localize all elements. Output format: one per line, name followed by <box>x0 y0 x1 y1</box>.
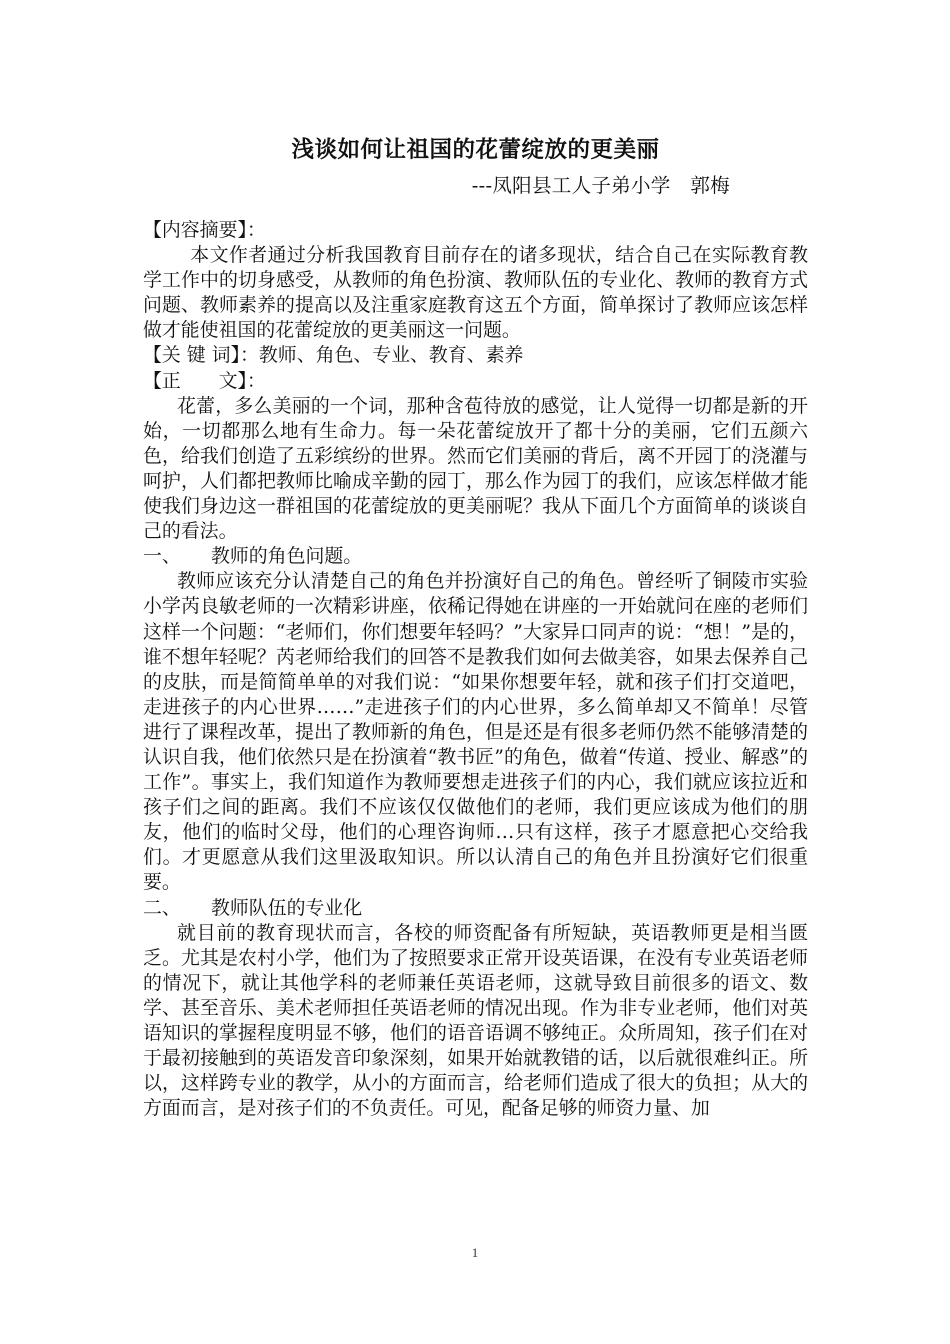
intro-paragraph: 花蕾，多么美丽的一个词，那种含苞待放的感觉，让人觉得一切都是新的开始，一切都那么地有生命力。每一朵花蕾绽放开了都十分的美丽，它们五颜六色，给我们创造了五彩缤纷的世界。然而它们美丽的背后，离不开园丁的浇灌与呵护，人们都把教师比喻成辛勤的园丁，那么作为园丁的我们，应该怎样做才能使我们身边这一群祖国的花蕾绽放的更美丽呢？我从下面几个方面简单的谈谈自己的看法。 <box>143 394 808 543</box>
document-page <box>143 130 808 1121</box>
body-label: 【正 文】： <box>143 369 266 392</box>
keywords-text: 教师、角色、专业、教育、素养 <box>258 344 524 367</box>
section-heading-2 <box>143 896 808 921</box>
section-number-2: 二、 <box>143 896 181 919</box>
keywords-label: 【关 键 词】： <box>143 344 259 367</box>
page-number: 1 <box>471 1245 479 1260</box>
abstract-text: 本文作者通过分析我国教育目前存在的诸多现状，结合自己在实际教育教学工作中的切身感受，从教师的角色扮演、教师队伍的专业化、教师的教育方式问题、教师素养的提高以及注重家庭教育这五个方面，简单探讨了教师应该怎样做才能使祖国的花蕾绽放的更美丽这一问题。 <box>143 244 808 342</box>
document-title: 浅谈如何让祖国的花蕾绽放的更美丽 <box>291 137 660 163</box>
keywords-line <box>143 343 808 368</box>
section-paragraph-1: 教师应该充分认清楚自己的角色并扮演好自己的角色。曾经听了铜陵市实验小学芮良敏老师的一次精彩讲座，依稀记得她在讲座的一开始就问在座的老师们这样一个问题：“老师们，你们想要年轻吗？”大家异口同声的说：“想！”是的，谁不想年轻呢？芮老师给我们的回答不是教我们如何去做美容，如果去保养自己的皮肤，而是简简单单的对我们说：“如果你想要年轻，就和孩子们打交道吧，走进孩子的内心世界……”走进孩子们的内心世界，多么简单却又不简单！尽管进行了课程改革，提出了教师新的角色，但是还是有很多老师仍然不能够清楚的认识自我，他们依然只是在扮演着“教书匠”的角色，做着“传道、授业、解惑”的工作”。事实上，我们知道作为教师要想走进孩子们的内心，我们就应该拉近和孩子们之间的距离。我们不应该仅仅做他们的老师，我们更应该成为他们的朋友，他们的临时父母，他们的心理咨询师…只有这样，孩子才愿意把心交给我们。才更愿意从我们这里汲取知识。所以认清自己的角色并且扮演好它们很重要。 <box>143 570 808 894</box>
section-paragraph-2: 就目前的教育现状而言，各校的师资配备有所短缺，英语教师更是相当匮乏。尤其是农村小学，他们为了按照要求正常开设英语课，在没有专业英语老师的情况下，就让其他学科的老师兼任英语老师，这就导致目前很多的语文、数学、甚至音乐、美术老师担任英语老师的情况出现。作为非专业老师，他们对英语知识的掌握程度明显不够，他们的语音语调不够纯正。众所周知，孩子们在对于最初接触到的英语发音印象深刻，如果开始就教错的话，以后就很难纠正。所以，这样跨专业的教学，从小的方面而言，给老师们造成了很大的负担；从大的方面而言，是对孩子们的不负责任。可见，配备足够的师资力量、加 <box>143 921 808 1120</box>
section-number-1: 一、 <box>143 545 181 568</box>
section-title-1: 教师的角色问题。 <box>211 545 363 568</box>
author-line: ---凤阳县工人子弟小学 郭梅 <box>471 174 730 197</box>
section-heading-1 <box>143 544 808 569</box>
section-title-2: 教师队伍的专业化 <box>211 896 363 919</box>
abstract-label: 【内容摘要】： <box>143 219 266 241</box>
